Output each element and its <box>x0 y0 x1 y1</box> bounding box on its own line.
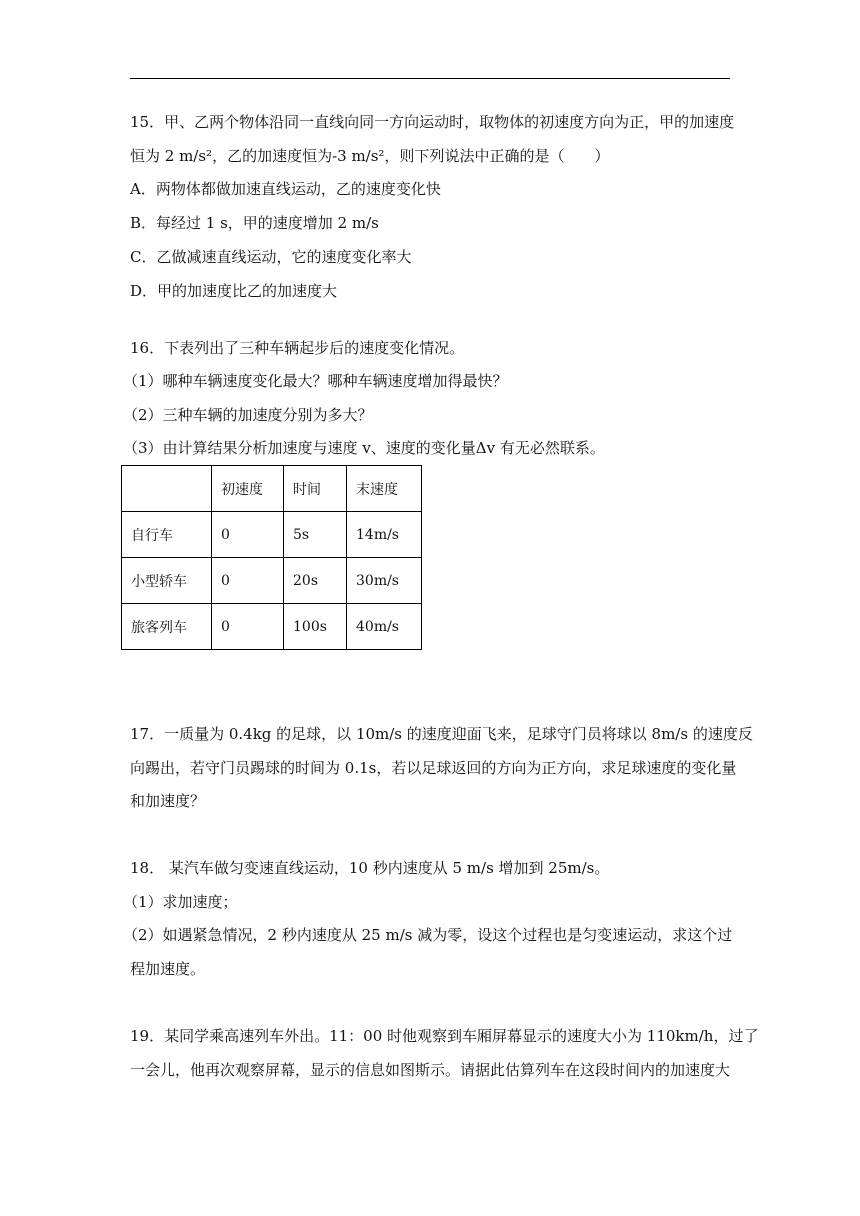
q17-line1: 17．一质量为 0.4kg 的足球，以 10m/s 的速度迎面飞来，足球守门员将球以 8m/s 的速度反 <box>130 725 753 743</box>
q17-line3: 和加速度？ <box>130 792 206 810</box>
q18-stem: 18． 某汽车做匀变速直线运动，10 秒内速度从 5 m/s 增加到 25m/s。 <box>130 859 610 877</box>
table-row <box>122 604 422 650</box>
q15-line2: 恒为 2 m/s²，乙的加速度恒为-3 m/s²，则下列说法中正确的是（ ） <box>130 147 610 165</box>
table-header-cell <box>122 466 212 512</box>
q18-sub2-line2: 程加速度。 <box>130 960 206 978</box>
q18-sub1: （1）求加速度； <box>123 893 238 911</box>
q17-line2: 向踢出，若守门员踢球的时间为 0.1s，若以足球返回的方向为正方向，求足球速度的变化量 <box>130 759 737 777</box>
q19-line2: 一会儿，他再次观察屏幕，显示的信息如图斯示。请据此估算列车在这段时间内的加速度大 <box>130 1061 731 1079</box>
header-rule <box>130 78 730 79</box>
table-header-cell: 时间 <box>284 466 347 512</box>
vehicle-table <box>121 465 422 650</box>
q15-option-c: C．乙做减速直线运动，它的速度变化率大 <box>130 248 412 266</box>
table-header-cell: 初速度 <box>212 466 284 512</box>
q18-sub2-line1: （2）如遇紧急情况，2 秒内速度从 25 m/s 减为零，设这个过程也是匀变速运动，求这个过 <box>123 926 733 944</box>
table-row <box>122 558 422 604</box>
q16-sub1: （1）哪种车辆速度变化最大？哪种车辆速度增加得最快？ <box>123 372 508 390</box>
table-cell: 30m/s <box>347 558 422 604</box>
q16-sub3: （3）由计算结果分析加速度与速度 v、速度的变化量Δv 有无必然联系。 <box>123 439 605 457</box>
table-cell: 20s <box>284 558 347 604</box>
q15-option-d: D．甲的加速度比乙的加速度大 <box>130 282 338 300</box>
table-cell: 小型轿车 <box>122 558 212 604</box>
q19-line1: 19．某同学乘高速列车外出。11：00 时他观察到车厢屏幕显示的速度大小为 110km/h，过了 <box>130 1027 759 1045</box>
table-cell: 自行车 <box>122 512 212 558</box>
table-header-cell: 末速度 <box>347 466 422 512</box>
table-header-row <box>122 466 422 512</box>
q15-option-b: B．每经过 1 s，甲的速度增加 2 m/s <box>130 214 379 232</box>
table-cell: 14m/s <box>347 512 422 558</box>
table-cell: 0 <box>212 604 284 650</box>
q15-line1: 15．甲、乙两个物体沿同一直线向同一方向运动时，取物体的初速度方向为正，甲的加速度 <box>130 113 735 131</box>
table-row <box>122 512 422 558</box>
table-cell: 5s <box>284 512 347 558</box>
table-cell: 0 <box>212 558 284 604</box>
table-cell: 100s <box>284 604 347 650</box>
table-cell: 旅客列车 <box>122 604 212 650</box>
table-cell: 40m/s <box>347 604 422 650</box>
q16-stem: 16．下表列出了三种车辆起步后的速度变化情况。 <box>130 339 465 357</box>
table-cell: 0 <box>212 512 284 558</box>
q16-sub2: （2）三种车辆的加速度分别为多大？ <box>123 406 373 424</box>
q15-option-a: A．两物体都做加速直线运动，乙的速度变化快 <box>130 180 441 198</box>
